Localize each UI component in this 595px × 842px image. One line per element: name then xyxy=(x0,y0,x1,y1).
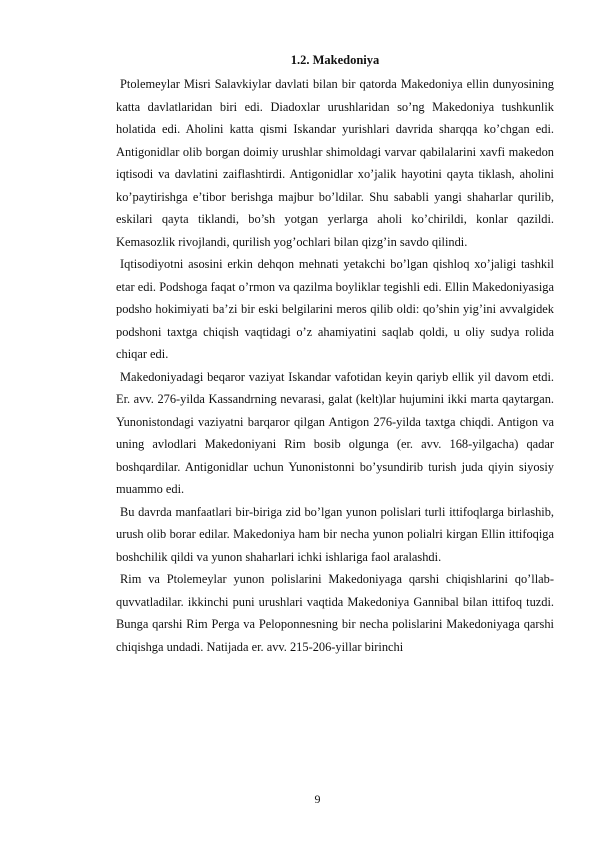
section-title: 1.2. Makedoniya xyxy=(290,53,380,67)
paragraph-2 xyxy=(116,253,554,366)
page-number: 9 xyxy=(314,792,321,806)
paragraph-3 xyxy=(116,366,554,501)
paragraph-5-text: Rim va Ptolemeylar yunon polislarini Makedoniyaga qarshi chiqishlarini qo’llab-quvvatladilar. ikkinchi puni urushlari vaqtida Makedoniya Gannibal bilan ittifoq tuzdi. Bunga qarshi Rim Perga va Peloponnesning bir necha polislarini Makedoniyaga qarshi chiqishga undadi. Natijada er. avv. 215-206-yillar birinchi xyxy=(116,572,554,654)
paragraph-4-text: Bu davrda manfaatlari bir-biriga zid bo’lgan yunon polislari turli ittifoqlarga birlashib, urush olib borar edilar. Makedoniya ham bir necha yunon polialri kirgan Ellin ittifoqiga boshchilik qildi va yunon shaharlari ichki ishlariga faol aralashdi. xyxy=(116,504,554,564)
paragraph-3-text: Makedoniyadagi beqaror vaziyat Iskandar vafotidan keyin qariyb ellik yil davom etdi. Er. avv. 276-yilda Kassandrning nevarasi, galat (kelt)lar hujumini ikki marta qaytargan. Yunonistondagi vaziyatni barqaror qilgan Antigon 276-yilda taxtga chiqdi. Antigon va uning avlodlari Makedoniyani Rim bosib olgunga (er. avv. 168-yilgacha) qadar boshqardilar. Antigonidlar uchun Yunonistonni bo’ysundirib turish juda qiyin siyosiy muammo edi. xyxy=(116,369,554,496)
paragraph-4 xyxy=(116,501,554,569)
paragraph-2-text: Iqtisodiyotni asosini erkin dehqon mehnati yetakchi bo’lgan qishloq xo’jaligi tashkil etar edi. Podshoga faqat o’rmon va qazilma boyliklar tegishli edi. Ellin Makedoniyasiga podsho hokimiyati ba’zi bir eski belgilarini meros qilib oldi: qo’shin yig’ini avvalgidek podshoni taxtga chiqish vaqtidagi o’z ahamiyatini saqlab qoldi, u oliy sudya rolida chiqar edi. xyxy=(116,257,554,361)
paragraph-5 xyxy=(116,568,554,658)
document-page xyxy=(116,53,554,658)
paragraph-1 xyxy=(116,73,554,253)
paragraph-1-text: Ptolemeylar Misri Salavkiylar davlati bilan bir qatorda Makedoniya ellin dunyosining katta davlatlaridan biri edi. Diadoxlar urushlaridan so’ng Makedoniya tushkunlik holatida edi. Aholini katta qismi Iskandar yurishlari davrida sharqqa ko’chgan edi. Antigonidlar olib borgan doimiy urushlar shimoldagi varvar qabilalarini xavfi makedon iqtisodi va davlatini zaiflashtirdi. Antigonidlar xo’jalik hayotini qayta tiklash, aholini ko’paytirishga e’tibor berishga majbur bo’ldilar. Shu sababli yangi shaharlar qurilib, eskilari qayta tiklandi, bo’sh yotgan yerlarga aholi ko’chirildi, konlar qazildi. Kemasozlik rivojlandi, qurilish yog’ochlari bilan qizg’in savdo qilindi. xyxy=(116,77,554,249)
